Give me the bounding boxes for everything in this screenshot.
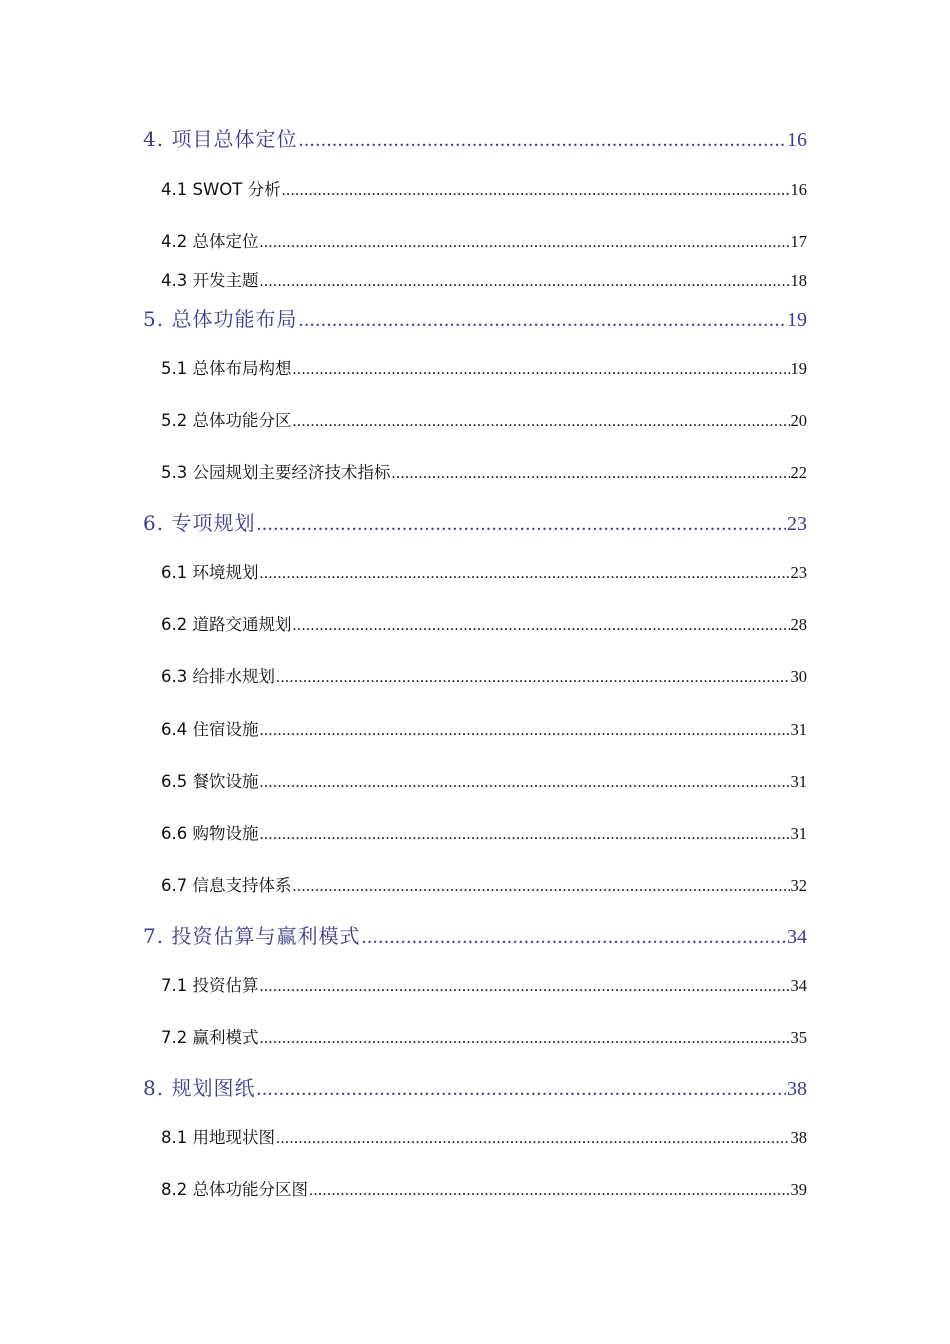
toc-leader-dots	[276, 667, 790, 684]
toc-entry-7-2[interactable]	[161, 1024, 807, 1048]
toc-entry-5-2[interactable]	[161, 407, 807, 431]
toc-entry-title: 6.5 餐饮设施	[161, 772, 259, 791]
toc-entry-title: 8. 规划图纸	[143, 1076, 256, 1100]
toc-entry-6-1[interactable]	[161, 559, 807, 583]
toc-leader-dots	[293, 615, 790, 632]
toc-entry-4[interactable]	[143, 123, 807, 152]
toc-entry-page: 17	[790, 232, 807, 251]
toc-entry-page: 28	[790, 615, 807, 634]
toc-leader-dots	[282, 180, 790, 197]
toc-entry-page: 31	[790, 772, 807, 791]
toc-leader-dots	[260, 824, 790, 841]
toc-leader-dots	[256, 511, 786, 531]
toc-entry-title: 5. 总体功能布局	[143, 307, 298, 331]
toc-entry-page: 35	[790, 1028, 807, 1047]
toc-entry-title: 4.2 总体定位	[161, 232, 259, 251]
toc-entry-title: 6.1 环境规划	[161, 563, 259, 582]
toc-entry-title: 7.2 赢利模式	[161, 1028, 259, 1047]
toc-leader-dots	[361, 924, 786, 944]
toc-entry-title: 4.1 SWOT 分析	[161, 180, 281, 199]
toc-leader-dots	[260, 976, 790, 993]
toc-entry-7-1[interactable]	[161, 972, 807, 996]
toc-leader-dots	[392, 463, 790, 480]
toc-entry-title: 6.2 道路交通规划	[161, 615, 292, 634]
toc-leader-dots	[260, 772, 790, 789]
toc-leader-dots	[260, 232, 790, 249]
toc-entry-page: 18	[790, 271, 807, 290]
toc-entry-5-1[interactable]	[161, 355, 807, 379]
toc-entry-6-3[interactable]	[161, 663, 807, 687]
toc-leader-dots	[309, 1180, 790, 1197]
toc-leader-dots	[293, 411, 790, 428]
toc-entry-title: 6.3 给排水规划	[161, 667, 275, 686]
toc-entry-page: 23	[787, 513, 807, 535]
toc-entry-page: 31	[790, 720, 807, 739]
toc-entry-page: 16	[790, 180, 807, 199]
toc-entry-page: 34	[787, 926, 807, 948]
toc-leader-dots	[298, 127, 786, 147]
toc-leader-dots	[298, 307, 786, 327]
toc-entry-5[interactable]	[143, 303, 807, 332]
toc-entry-6-7[interactable]	[161, 872, 807, 896]
toc-leader-dots	[276, 1128, 790, 1145]
toc-leader-dots	[260, 563, 790, 580]
toc-entry-title: 8.2 总体功能分区图	[161, 1180, 308, 1199]
toc-entry-page: 19	[790, 359, 807, 378]
toc-entry-4-3[interactable]	[161, 267, 807, 291]
toc-entry-page: 31	[790, 824, 807, 843]
toc-entry-title: 7. 投资估算与赢利模式	[143, 924, 361, 948]
toc-entry-6-2[interactable]	[161, 611, 807, 635]
toc-leader-dots	[293, 876, 790, 893]
toc-entry-title: 5.2 总体功能分区	[161, 411, 292, 430]
toc-entry-8-1[interactable]	[161, 1124, 807, 1148]
toc-entry-title: 4.3 开发主题	[161, 271, 259, 290]
toc-entry-title: 4. 项目总体定位	[143, 127, 298, 151]
toc-entry-title: 6.6 购物设施	[161, 824, 259, 843]
toc-entry-6-5[interactable]	[161, 768, 807, 792]
toc-leader-dots	[260, 720, 790, 737]
toc-entry-6-6[interactable]	[161, 820, 807, 844]
toc-leader-dots	[260, 271, 790, 288]
toc-entry-4-2[interactable]	[161, 228, 807, 252]
toc-entry-title: 8.1 用地现状图	[161, 1128, 275, 1147]
toc-entry-title: 6. 专项规划	[143, 511, 256, 535]
toc-entry-4-1[interactable]	[161, 176, 807, 200]
toc-leader-dots	[256, 1076, 786, 1096]
toc-entry-page: 22	[790, 463, 807, 482]
toc-entry-6-4[interactable]	[161, 716, 807, 740]
toc-entry-page: 34	[790, 976, 807, 995]
toc-entry-8[interactable]	[143, 1072, 807, 1101]
toc-entry-page: 30	[790, 667, 807, 686]
toc-entry-title: 7.1 投资估算	[161, 976, 259, 995]
toc-entry-title: 5.1 总体布局构想	[161, 359, 292, 378]
toc-leader-dots	[260, 1028, 790, 1045]
toc-entry-page: 38	[787, 1078, 807, 1100]
toc-entry-6[interactable]	[143, 507, 807, 536]
toc-entry-page: 32	[790, 876, 807, 895]
toc-entry-page: 19	[787, 309, 807, 331]
toc-entry-5-3[interactable]	[161, 459, 807, 483]
toc-entry-page: 39	[790, 1180, 807, 1199]
toc-entry-page: 38	[790, 1128, 807, 1147]
toc-entry-8-2[interactable]	[161, 1176, 807, 1200]
toc-entry-title: 5.3 公园规划主要经济技术指标	[161, 463, 391, 482]
toc-entry-title: 6.7 信息支持体系	[161, 876, 292, 895]
toc-entry-page: 20	[790, 411, 807, 430]
toc-entry-7[interactable]	[143, 920, 807, 949]
toc-entry-title: 6.4 住宿设施	[161, 720, 259, 739]
toc-entry-page: 16	[787, 129, 807, 151]
toc-entry-page: 23	[790, 563, 807, 582]
toc-leader-dots	[293, 359, 790, 376]
